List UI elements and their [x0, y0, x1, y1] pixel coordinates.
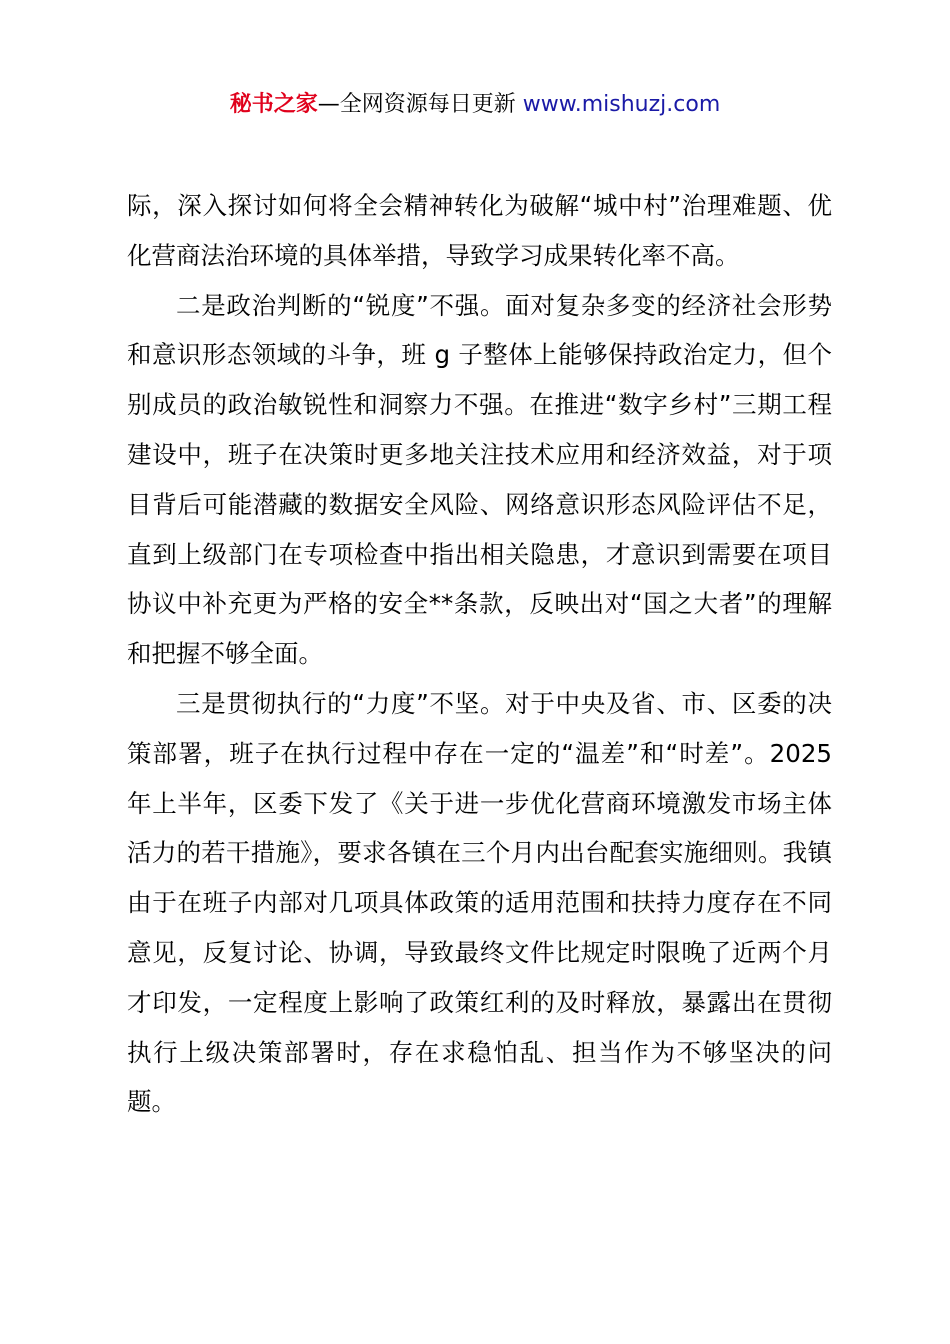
document-body: [127, 181, 832, 1127]
paragraph-1: 际，深入探讨如何将全会精神转化为破解“城中村”治理难题、优化营商法治环境的具体举措，导致学习成果转化率不高。: [127, 191, 832, 270]
paragraph-2: 二是政治判断的“锐度”不强。面对复杂多变的经济社会形势和意识形态领域的斗争，班 g 子整体上能够保持政治定力，但个别成员的政治敏锐性和洞察力不强。在推进“数字乡村”三期工程建设中，班子在决策时更多地关注技术应用和经济效益，对于项目背后可能潜藏的数据安全风险、网络意识形态风险评估不足，直到上级部门在专项检查中指出相关隐患，才意识到需要在项目协议中补充更为严格的安全**条款，反映出对“国之大者”的理解和把握不够全面。: [127, 290, 832, 669]
page-header: [0, 88, 950, 122]
header-url-link[interactable]: www.mishuzj.com: [522, 92, 721, 117]
brand-name: 秘书之家: [229, 92, 318, 117]
header-slogan: —全网资源每日更新: [317, 92, 523, 117]
paragraph-3: 三是贯彻执行的“力度”不坚。对于中央及省、市、区委的决策部署，班子在执行过程中存在一定的“温差”和“时差”。2025 年上半年，区委下发了《关于进一步优化营商环境激发市场主体活力的若干措施》，要求各镇在三个月内出台配套实施细则。我镇由于在班子内部对几项具体政策的适用范围和扶持力度存在不同意见，反复讨论、协调，导致最终文件比规定时限晚了近两个月才印发，一定程度上影响了政策红利的及时释放，暴露出在贯彻执行上级决策部署时，存在求稳怕乱、担当作为不够坚决的问题。: [127, 688, 832, 1117]
